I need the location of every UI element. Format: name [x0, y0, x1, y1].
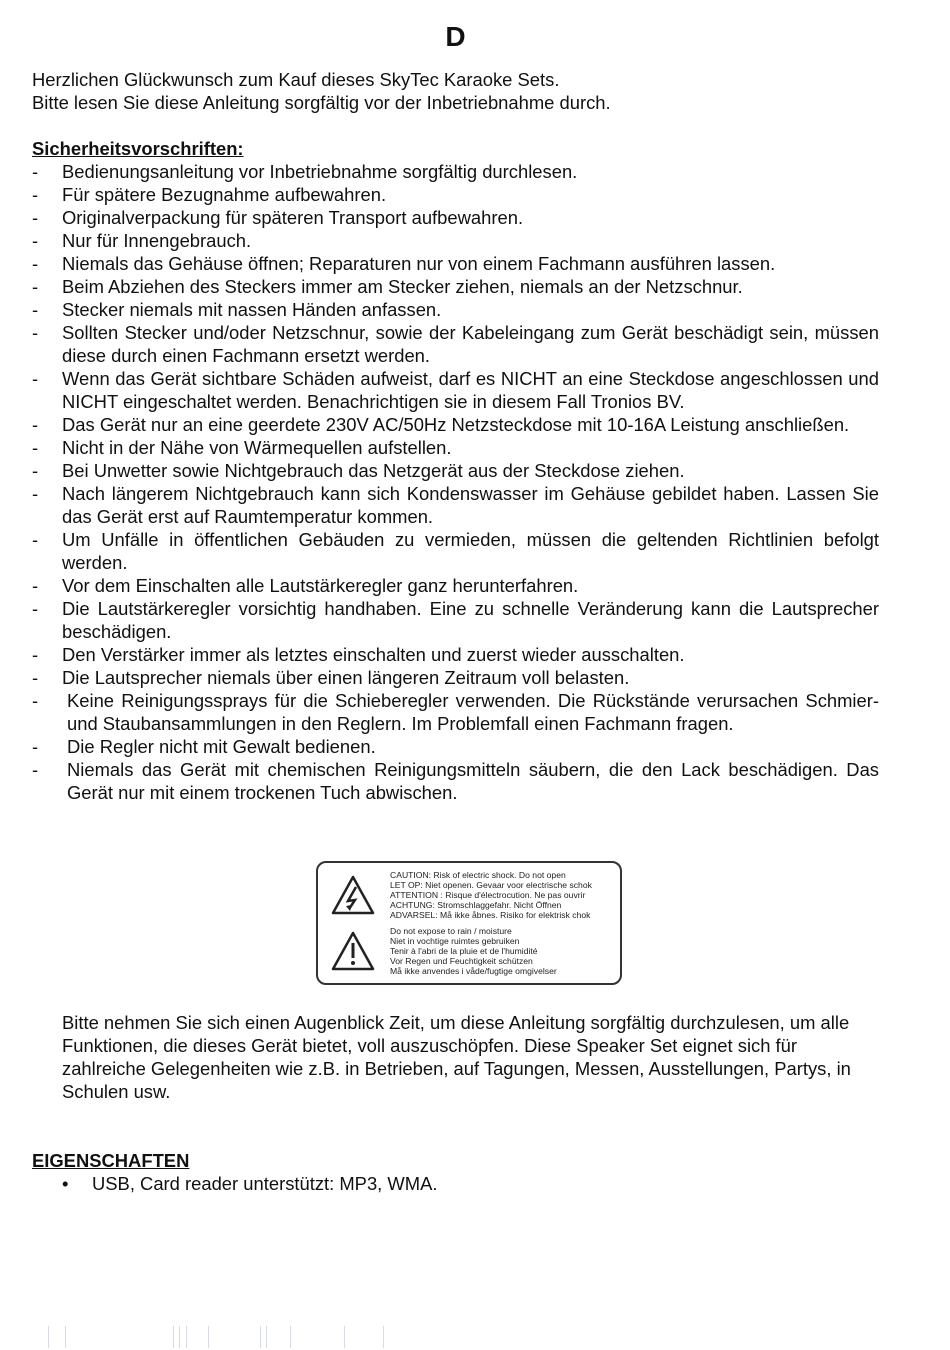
label-line: Må ikke anvendes i våde/fugtige omgivelser — [390, 966, 557, 976]
safety-item: - Originalverpackung für späteren Transport aufbewahren. — [32, 206, 879, 229]
label-line: Do not expose to rain / moisture — [390, 926, 512, 936]
info-paragraph: Bitte nehmen Sie sich einen Augenblick Zeit, um diese Anleitung sorgfältig durchzulesen, um alle Funktionen, die dieses Gerät bietet, voll auszuschöpfen. Diese Speaker Set eignet sich für zahlreiche Gelegenheiten wie z.B. in Betrieben, auf Tagungen, Messen, Ausstellungen, Partys, in Schulen usw. — [62, 1012, 851, 1102]
label-line: ACHTUNG: Stromschlaggefahr. Nicht Öffnen — [390, 900, 562, 910]
safety-item: - Die Lautstärkeregler vorsichtig handhaben. Eine zu schnelle Veränderung kann die Lautsprecher beschädigen. — [32, 597, 879, 643]
label-line: ADVARSEL: Må ikke åbnes. Risiko for elektrisk chok — [390, 910, 591, 920]
safety-item: - Stecker niemals mit nassen Händen anfassen. — [32, 298, 879, 321]
safety-item: - Beim Abziehen des Steckers immer am Stecker ziehen, niemals an der Netzschnur. — [32, 275, 879, 298]
safety-item: - Das Gerät nur an eine geerdete 230V AC/50Hz Netzsteckdose mit 10-16A Leistung anschließen. — [32, 413, 879, 436]
safety-item: - Um Unfälle in öffentlichen Gebäuden zu vermieden, müssen die geltenden Richtlinien befolgt werden. — [32, 528, 879, 574]
label-line: Tenir à l'abri de la pluie et de l'humidité — [390, 946, 538, 956]
language-marker: D — [445, 21, 466, 52]
label-line: ATTENTION : Risque d'électrocution. Ne pas ouvrir — [390, 890, 586, 900]
label-line: Niet in vochtige ruimtes gebruiken — [390, 936, 520, 946]
intro-line: Bitte lesen Sie diese Anleitung sorgfältig vor der Inbetriebnahme durch. — [32, 92, 611, 113]
safety-item: - Die Lautsprecher niemals über einen längeren Zeitraum voll belasten. — [32, 666, 879, 689]
safety-item: - Sollten Stecker und/oder Netzschnur, sowie der Kabeleingang zum Gerät beschädigt sein, müssen diese durch einen Fachmann ersetzt werden. — [32, 321, 879, 367]
label-line: CAUTION: Risk of electric shock. Do not open — [390, 870, 566, 880]
safety-item: - Nach längerem Nichtgebrauch kann sich Kondenswasser im Gehäuse gebildet haben. Lassen Sie das Gerät erst auf Raumtemperatur kommen. — [32, 482, 879, 528]
safety-item: - Für spätere Bezugnahme aufbewahren. — [32, 183, 879, 206]
moisture-warning — [324, 923, 614, 979]
features-list — [32, 1172, 879, 1195]
shock-warning — [324, 867, 614, 923]
feature-item: • USB, Card reader unterstützt: MP3, WMA. — [32, 1172, 879, 1195]
features-section — [32, 1149, 879, 1195]
safety-item: - Den Verstärker immer als letztes einschalten und zuerst wieder ausschalten. — [32, 643, 879, 666]
safety-item: - Vor dem Einschalten alle Lautstärkeregler ganz herunterfahren. — [32, 574, 879, 597]
scan-artifacts — [40, 1326, 440, 1350]
warning-label — [316, 861, 626, 989]
safety-item: - Niemals das Gerät mit chemischen Reinigungsmitteln säubern, die den Lack beschädigen. Das Gerät nur mit einem trockenen Tuch abwischen. — [32, 758, 879, 804]
safety-item: - Die Regler nicht mit Gewalt bedienen. — [32, 735, 879, 758]
label-line: LET OP: Niet openen. Gevaar voor electrische schok — [390, 880, 592, 890]
safety-item: - Nicht in der Nähe von Wärmequellen aufstellen. — [32, 436, 879, 459]
safety-item: - Keine Reinigungssprays für die Schieberegler verwenden. Die Rückstände verursachen Schmier- und Staubansammlungen in den Reglern. Im Problemfall einen Fachmann fragen. — [32, 689, 879, 735]
label-line: Vor Regen und Feuchtigkeit schützen — [390, 956, 533, 966]
intro-line: Herzlichen Glückwunsch zum Kauf dieses SkyTec Karaoke Sets. — [32, 69, 560, 90]
intro-text — [32, 68, 879, 114]
safety-item: - Niemals das Gehäuse öffnen; Reparaturen nur von einem Fachmann ausführen lassen. — [32, 252, 879, 275]
features-heading: EIGENSCHAFTEN — [32, 1150, 190, 1171]
safety-item: - Wenn das Gerät sichtbare Schäden aufweist, darf es NICHT an eine Steckdose angeschlossen und NICHT eingeschaltet werden. Benachrichtigen sie in diesem Fall Tronios BV. — [32, 367, 879, 413]
safety-list — [32, 160, 879, 804]
electric-shock-warning-icon — [331, 875, 375, 915]
safety-item: - Bei Unwetter sowie Nichtgebrauch das Netzgerät aus der Steckdose ziehen. — [32, 459, 879, 482]
safety-item: - Nur für Innengebrauch. — [32, 229, 879, 252]
manual-page — [32, 20, 879, 1195]
safety-heading: Sicherheitsvorschriften: — [32, 138, 244, 159]
safety-item: - Bedienungsanleitung vor Inbetriebnahme sorgfältig durchlesen. — [32, 160, 879, 183]
exclamation-warning-icon — [331, 931, 375, 971]
